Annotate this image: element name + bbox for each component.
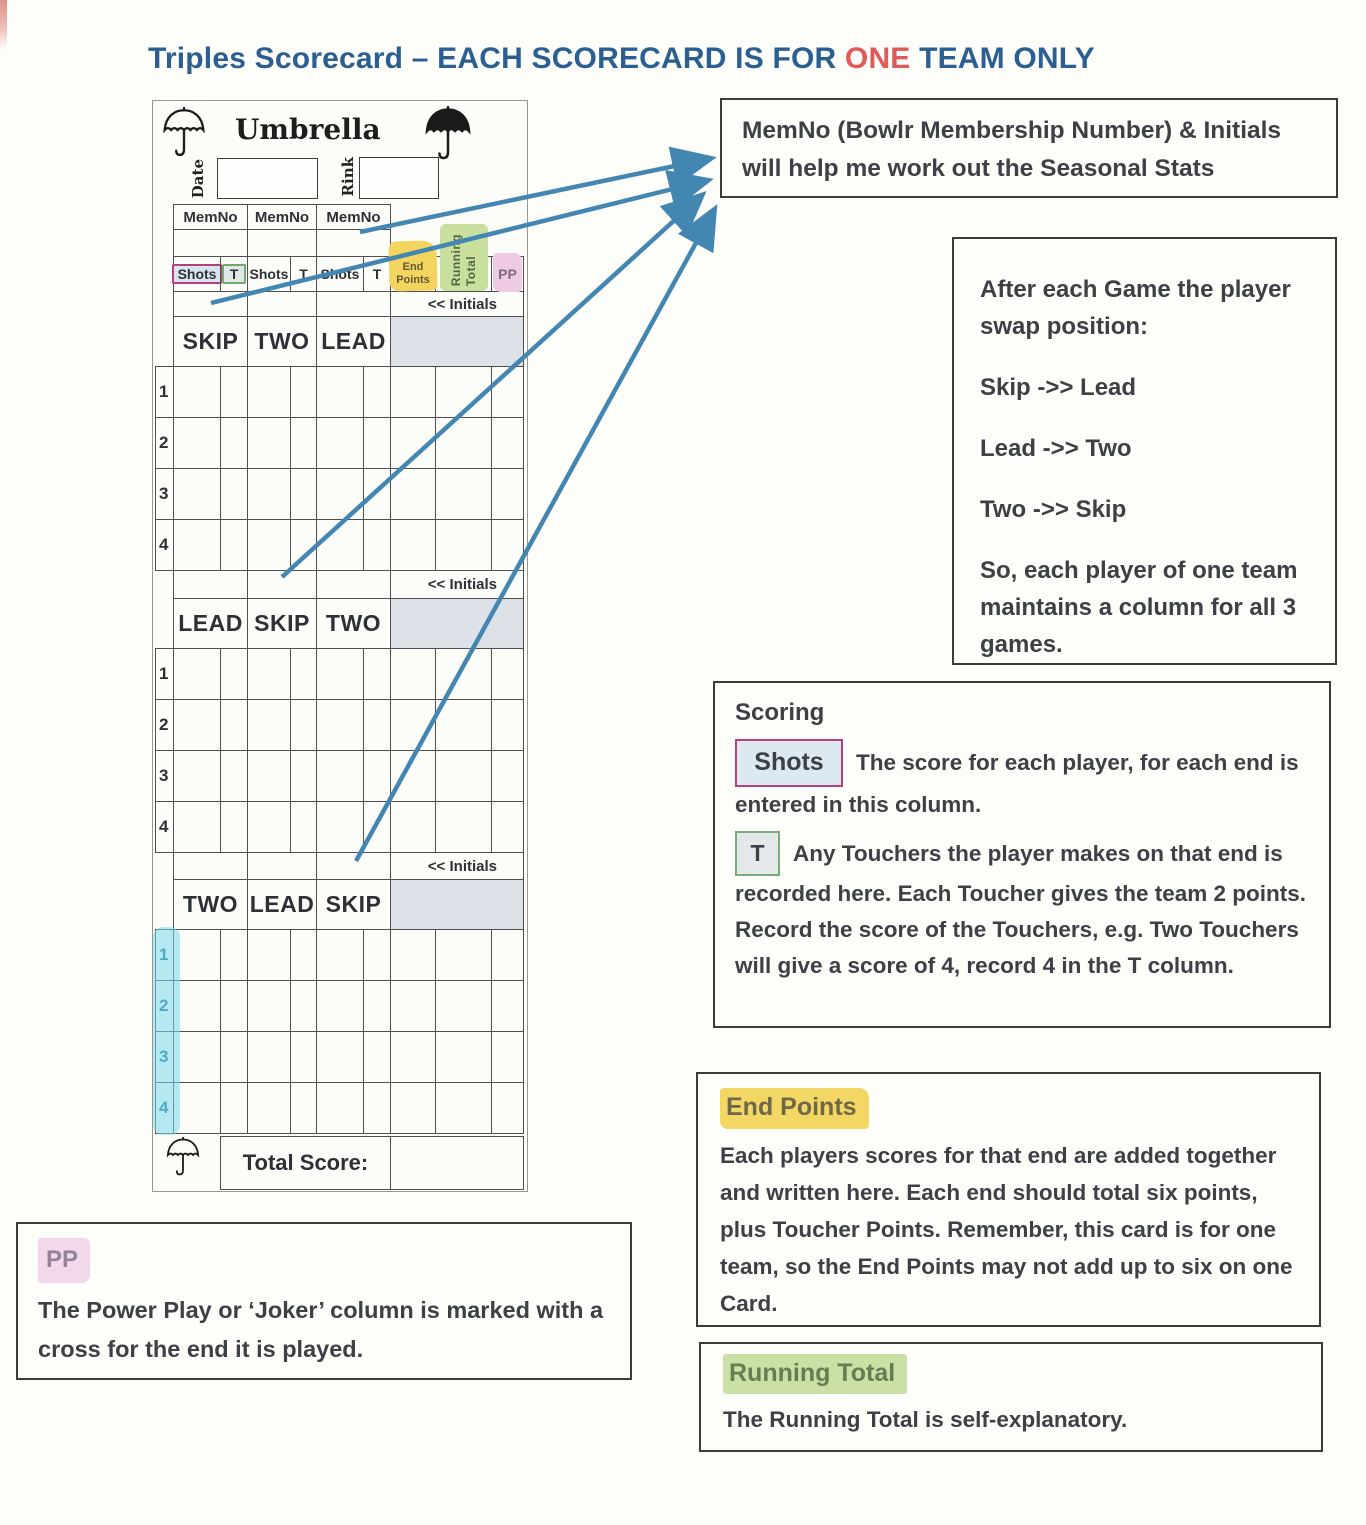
- score-cell: [491, 980, 524, 1032]
- score-cell: [390, 648, 436, 700]
- score-cell: [173, 980, 221, 1032]
- score-cell: [390, 468, 436, 520]
- score-cell: [316, 519, 364, 571]
- score-cell: [435, 699, 492, 751]
- score-cell: [363, 1031, 391, 1083]
- game1-initials-cell: [390, 316, 524, 367]
- score-cell: [435, 801, 492, 853]
- memno-note-line2: will help me work out the Seasonal Stats: [742, 155, 1215, 182]
- score-cell: [435, 366, 492, 418]
- end-points-note-box: [696, 1072, 1321, 1327]
- t-label: T: [299, 266, 308, 282]
- running-total-heading: Running Total: [723, 1354, 907, 1394]
- score-cell: [173, 366, 221, 418]
- score-cell: [390, 417, 436, 469]
- rink-label: Rink: [339, 157, 357, 197]
- score-cell: [290, 1082, 317, 1134]
- umbrella-small-icon: [165, 1137, 201, 1177]
- score-cell: [491, 648, 524, 700]
- score-cell: [290, 648, 317, 700]
- end-points-heading: End Points: [720, 1088, 869, 1129]
- pp-column-header: [491, 256, 524, 292]
- score-cell: [390, 801, 436, 853]
- score-cell: [316, 468, 364, 520]
- score-cell: [247, 929, 291, 981]
- date-field: [217, 158, 318, 199]
- initials-row-cell: [247, 570, 317, 599]
- date-label: Date: [189, 159, 207, 199]
- game2-initials-cell: [390, 598, 524, 649]
- score-cell: [491, 468, 524, 520]
- position-swap-note-box: [952, 237, 1337, 665]
- score-cell: [173, 648, 221, 700]
- score-cell: [491, 417, 524, 469]
- swap-rule-2: Lead ->> Two: [980, 435, 1132, 462]
- shots-chip: Shots: [735, 739, 843, 787]
- score-cell: [390, 519, 436, 571]
- score-cell: [220, 468, 248, 520]
- grid-bottom-line: [155, 1133, 523, 1134]
- power-play-note-box: [16, 1222, 632, 1380]
- title-prefix: Triples Scorecard – EACH SCORECARD IS FOR: [148, 42, 845, 75]
- score-cell: [363, 519, 391, 571]
- score-cell: [316, 1031, 364, 1083]
- score-cell: [173, 699, 221, 751]
- total-score-label: Total Score:: [220, 1136, 391, 1190]
- toucher-explanation: [735, 831, 1309, 984]
- game3-position-skip: SKIP: [316, 879, 391, 930]
- score-cell: [316, 699, 364, 751]
- score-cell: [290, 519, 317, 571]
- title-highlight-one: ONE: [844, 42, 911, 75]
- score-cell: [491, 801, 524, 853]
- score-cell: [363, 929, 391, 981]
- score-cell: [173, 1082, 221, 1134]
- toucher-chip: T: [735, 831, 780, 876]
- title-suffix: TEAM ONLY: [910, 42, 1095, 75]
- score-cell: [390, 1031, 436, 1083]
- score-cell: [173, 519, 221, 571]
- umbrella-outline-icon: [161, 107, 207, 159]
- score-cell: [316, 750, 364, 802]
- score-cell: [173, 801, 221, 853]
- shots-column-header: [316, 256, 364, 292]
- score-cell: [290, 801, 317, 853]
- initials-row-cell: [316, 570, 391, 599]
- toucher-column-header: [290, 256, 317, 292]
- score-cell: [390, 699, 436, 751]
- score-cell: [247, 980, 291, 1032]
- score-cell: [290, 980, 317, 1032]
- score-cell: [316, 980, 364, 1032]
- memno-header: MemNo: [247, 204, 317, 230]
- score-cell: [491, 750, 524, 802]
- t-label: T: [372, 266, 382, 282]
- score-cell: [390, 750, 436, 802]
- score-cell: [220, 417, 248, 469]
- score-cell: [173, 750, 221, 802]
- score-cell: [363, 366, 391, 418]
- end-points-column-header: [390, 256, 436, 292]
- score-cell: [220, 929, 248, 981]
- memno-note-line1: MemNo (Bowlr Membership Number) & Initials: [742, 117, 1282, 144]
- scoring-heading: Scoring: [735, 699, 825, 726]
- initials-row-cell: [173, 570, 248, 599]
- score-cell: [290, 750, 317, 802]
- game2-end-number: 1: [155, 648, 174, 700]
- memno-header: MemNo: [173, 204, 248, 230]
- score-cell: [390, 980, 436, 1032]
- score-cell: [435, 468, 492, 520]
- memno-entry-cell: [173, 229, 248, 257]
- swap-rule-3: Two ->> Skip: [980, 496, 1127, 523]
- score-cell: [390, 366, 436, 418]
- score-cell: [491, 366, 524, 418]
- game2-end-number: 3: [155, 750, 174, 802]
- shots-explanation-text: The score for each player, for each end is entered in this column.: [735, 750, 1299, 817]
- toucher-explanation-text: Any Touchers the player makes on that end is recorded here. Each Toucher gives the team 2 points. Record the score of the Touchers, e.g. Two Touchers will give a score of 4, record 4 in the T column.: [735, 841, 1307, 978]
- power-play-text: The Power Play or ‘Joker’ column is marked with a cross for the end it is played.: [38, 1297, 604, 1362]
- total-score-value: [390, 1136, 524, 1190]
- score-cell: [220, 366, 248, 418]
- initials-pointer-3: << Initials: [390, 852, 524, 880]
- score-cell: [247, 699, 291, 751]
- umbrella-filled-icon: [423, 106, 473, 162]
- score-cell: [220, 980, 248, 1032]
- page-title: [148, 42, 1095, 76]
- running-total-column-header: [435, 233, 492, 292]
- score-cell: [247, 1082, 291, 1134]
- score-cell: [290, 468, 317, 520]
- end-points-label: End Points: [396, 261, 430, 286]
- score-cell: [316, 417, 364, 469]
- score-cell: [290, 417, 317, 469]
- score-cell: [491, 699, 524, 751]
- memno-header: MemNo: [316, 204, 391, 230]
- score-cell: [220, 1082, 248, 1134]
- game2-end-number: 2: [155, 699, 174, 751]
- score-cell: [220, 648, 248, 700]
- shots-label: Shots: [249, 266, 289, 282]
- score-cell: [247, 750, 291, 802]
- score-cell: [363, 801, 391, 853]
- game2-position-lead: LEAD: [173, 598, 248, 649]
- shots-label: Shots: [172, 264, 223, 284]
- score-cell: [173, 929, 221, 981]
- game1-end-number: 1: [155, 366, 174, 418]
- game1-position-skip: SKIP: [173, 316, 248, 367]
- score-cell: [220, 699, 248, 751]
- score-cell: [363, 699, 391, 751]
- game3-position-lead: LEAD: [247, 879, 317, 930]
- score-cell: [363, 468, 391, 520]
- score-cell: [491, 929, 524, 981]
- game3-position-two: TWO: [173, 879, 248, 930]
- score-cell: [363, 980, 391, 1032]
- score-cell: [316, 929, 364, 981]
- score-cell: [316, 648, 364, 700]
- end-points-text: Each players scores for that end are added together and written here. Each end should total six points, plus Toucher Points. Remember, this card is for one team, so the End Points may not add up to six on one Card.: [720, 1143, 1293, 1316]
- initials-row-cell: [316, 852, 391, 880]
- game1-end-number: 2: [155, 417, 174, 469]
- game1-position-lead: LEAD: [316, 316, 391, 367]
- score-cell: [491, 1082, 524, 1134]
- memno-entry-cell: [247, 229, 317, 257]
- initials-row-cell: [247, 291, 317, 317]
- memno-entry-cell: [316, 229, 391, 257]
- score-cell: [390, 929, 436, 981]
- score-cell: [290, 699, 317, 751]
- toucher-column-header: [363, 256, 391, 292]
- running-total-label: Running Total: [449, 233, 478, 287]
- score-cell: [363, 750, 391, 802]
- score-cell: [390, 1082, 436, 1134]
- shots-explanation: [735, 739, 1309, 823]
- memno-note-box: [720, 98, 1338, 198]
- score-cell: [290, 1031, 317, 1083]
- t-label: T: [222, 264, 247, 284]
- score-cell: [220, 750, 248, 802]
- shots-label: Shots: [320, 266, 360, 282]
- game1-end-number: 3: [155, 468, 174, 520]
- score-cell: [247, 468, 291, 520]
- club-name: Umbrella: [235, 113, 381, 146]
- initials-pointer-1: << Initials: [390, 291, 524, 317]
- running-total-note-box: [699, 1342, 1323, 1452]
- scoring-note-box: [713, 681, 1331, 1028]
- initials-pointer-2: << Initials: [390, 570, 524, 599]
- score-cell: [316, 366, 364, 418]
- toucher-column-header: [220, 256, 248, 292]
- score-cell: [363, 1082, 391, 1134]
- rink-field: [359, 157, 439, 199]
- score-cell: [316, 801, 364, 853]
- score-cell: [435, 1082, 492, 1134]
- score-cell: [247, 417, 291, 469]
- score-cell: [363, 417, 391, 469]
- score-cell: [173, 1031, 221, 1083]
- initials-row-cell: [173, 291, 248, 317]
- ends-highlight-band: [153, 927, 180, 1135]
- game2-end-number: 4: [155, 801, 174, 853]
- score-cell: [247, 1031, 291, 1083]
- pp-label: PP: [498, 266, 517, 282]
- shots-column-header: [247, 256, 291, 292]
- score-cell: [220, 519, 248, 571]
- score-cell: [247, 801, 291, 853]
- score-cell: [290, 366, 317, 418]
- swap-rule-1: Skip ->> Lead: [980, 374, 1137, 401]
- initials-row-cell: [173, 852, 248, 880]
- swap-outro: So, each player of one team maintains a column for all 3 games.: [980, 557, 1298, 658]
- score-cell: [435, 417, 492, 469]
- game2-position-two: TWO: [316, 598, 391, 649]
- score-cell: [491, 1031, 524, 1083]
- score-cell: [220, 801, 248, 853]
- game3-initials-cell: [390, 879, 524, 930]
- score-cell: [435, 648, 492, 700]
- score-cell: [247, 366, 291, 418]
- swap-intro: After each Game the player swap position:: [980, 276, 1291, 340]
- game2-position-skip: SKIP: [247, 598, 317, 649]
- score-cell: [435, 519, 492, 571]
- score-cell: [435, 1031, 492, 1083]
- score-cell: [247, 519, 291, 571]
- score-cell: [363, 648, 391, 700]
- score-cell: [435, 980, 492, 1032]
- running-total-text: The Running Total is self-explanatory.: [723, 1407, 1128, 1432]
- score-cell: [316, 1082, 364, 1134]
- scan-artifact-red-stripe: [0, 0, 7, 50]
- score-cell: [491, 519, 524, 571]
- triples-scorecard: [152, 100, 528, 1192]
- initials-row-cell: [316, 291, 391, 317]
- score-cell: [247, 648, 291, 700]
- score-cell: [220, 1031, 248, 1083]
- score-cell: [290, 929, 317, 981]
- initials-row-cell: [247, 852, 317, 880]
- score-cell: [173, 417, 221, 469]
- score-cell: [173, 468, 221, 520]
- score-cell: [435, 929, 492, 981]
- game1-end-number: 4: [155, 519, 174, 571]
- power-play-heading: PP: [38, 1238, 90, 1283]
- shots-column-header: [173, 256, 221, 292]
- score-cell: [435, 750, 492, 802]
- game1-position-two: TWO: [247, 316, 317, 367]
